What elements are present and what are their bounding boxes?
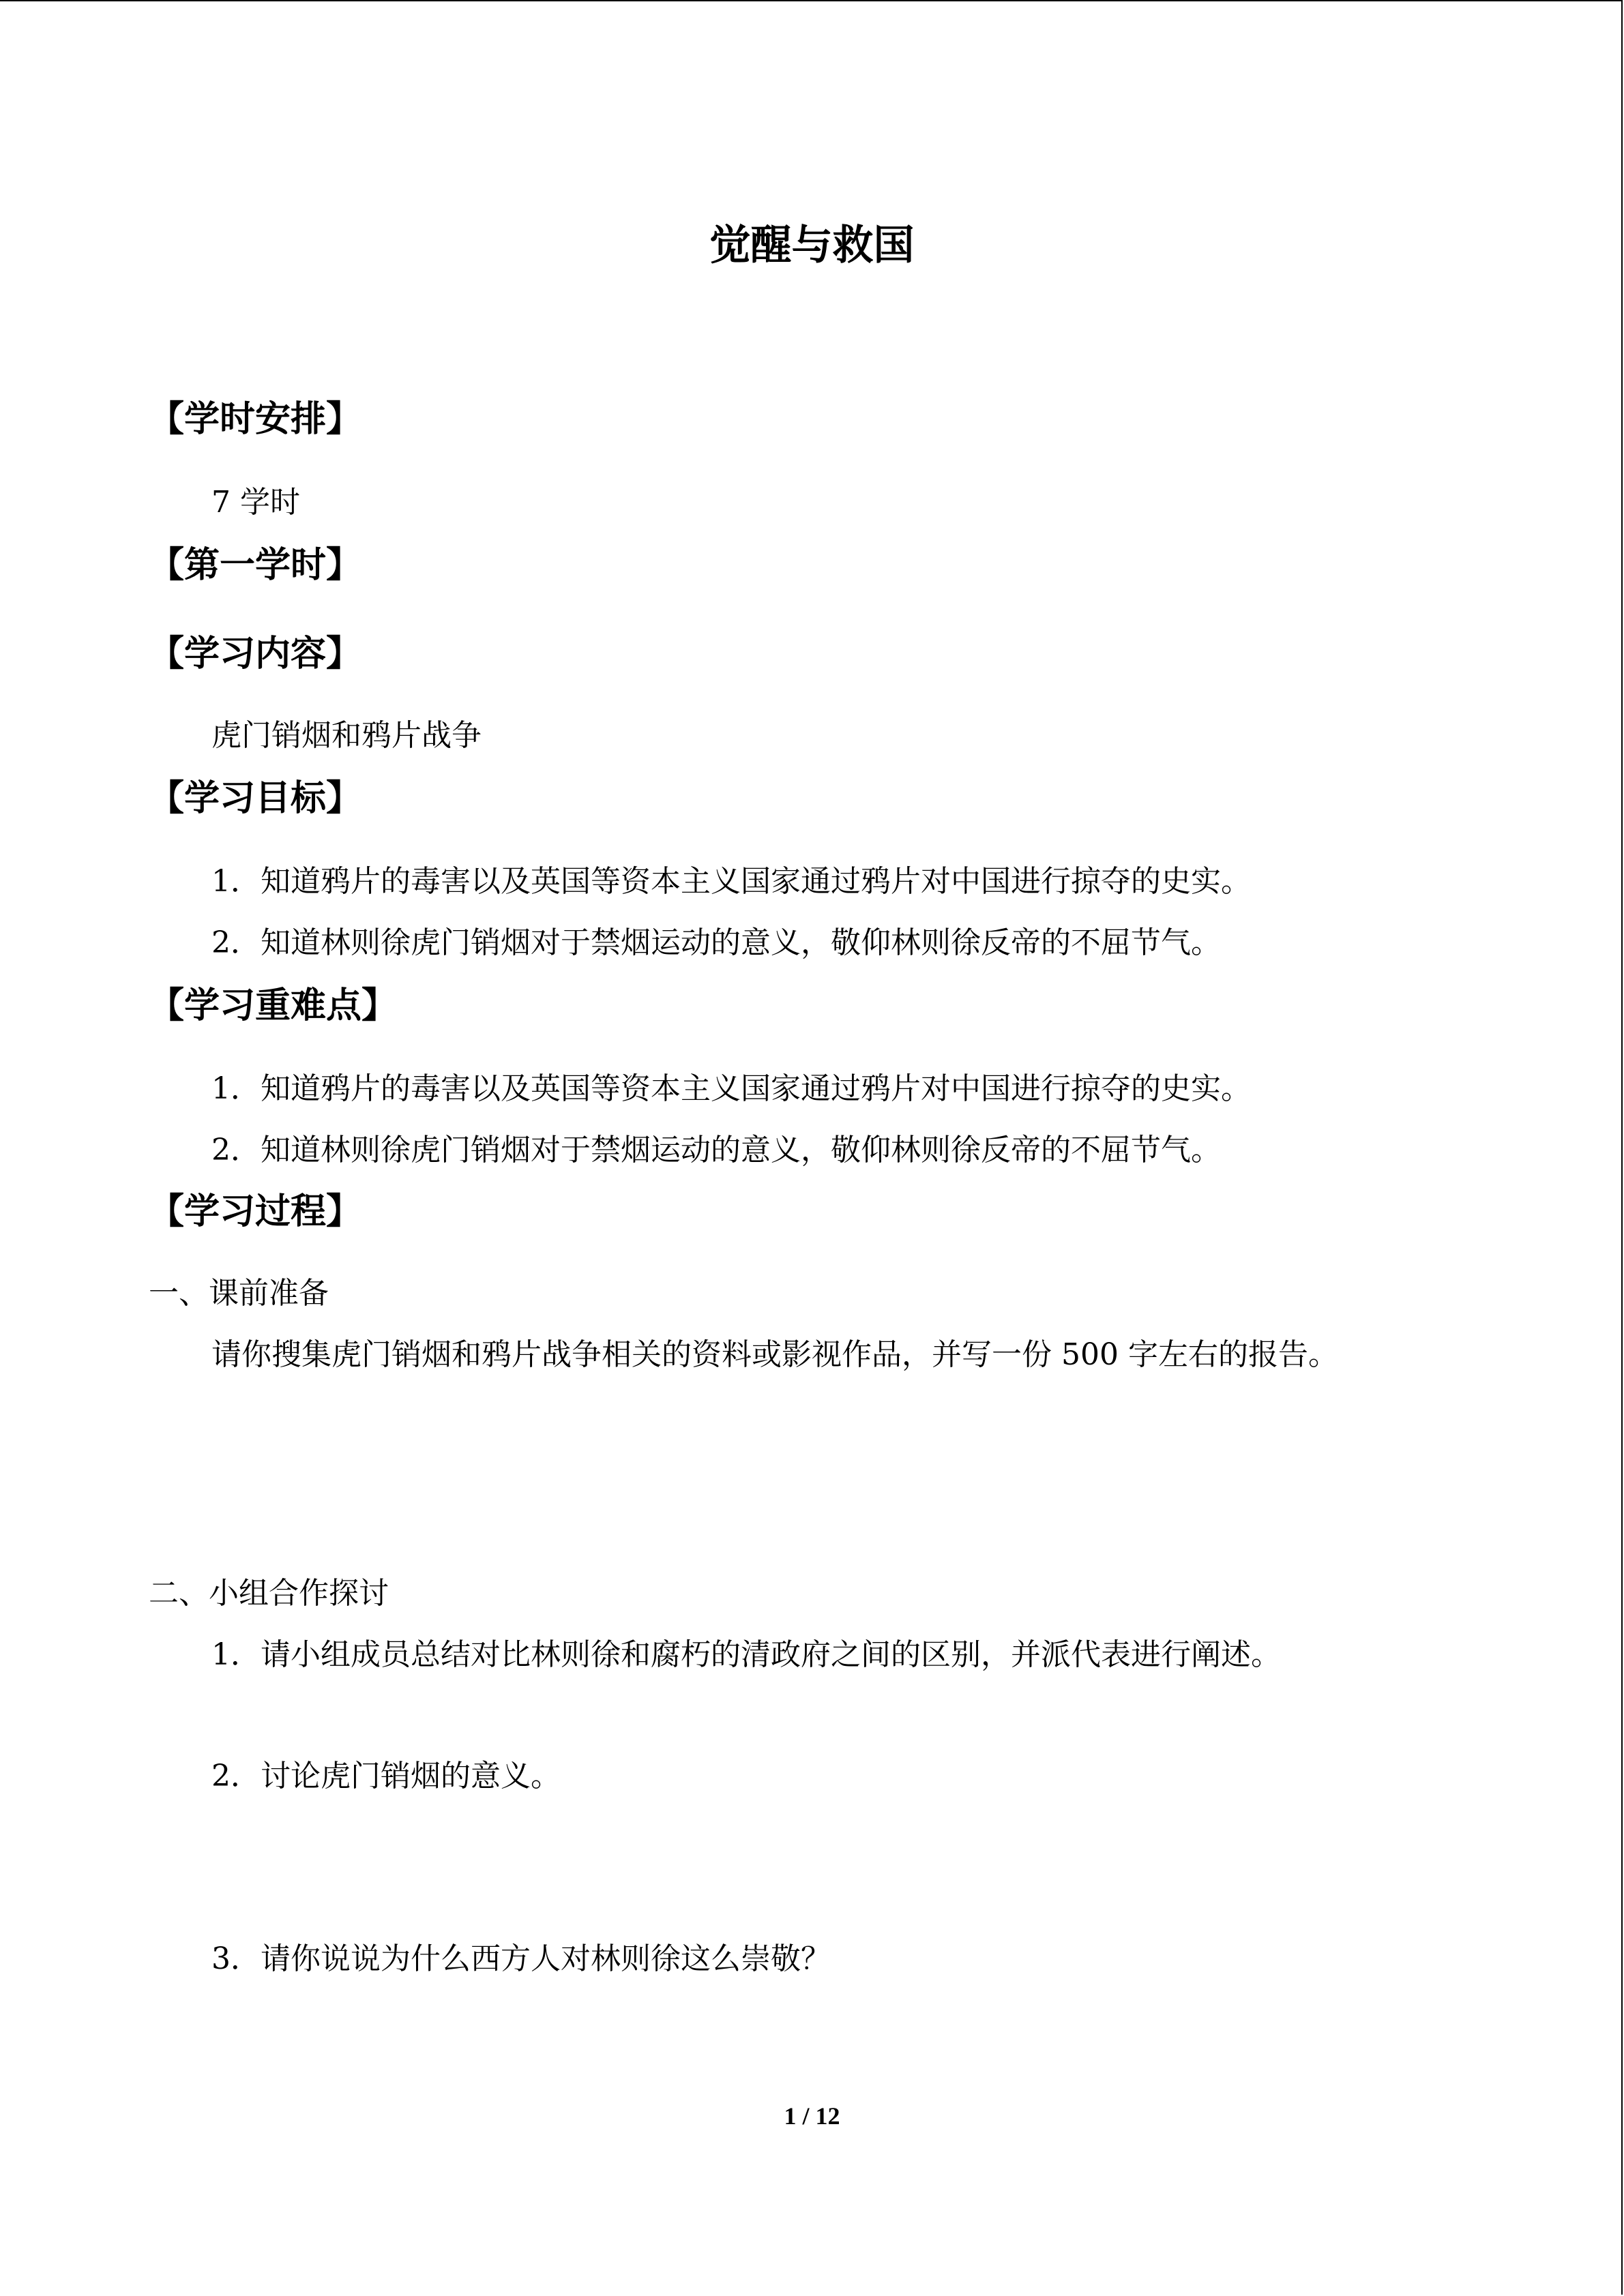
group-item-3: 3．请你说说为什么西方人对林则徐这么崇敬？ xyxy=(211,1941,831,1976)
key-point-item-1: 1．知道鸦片的毒害以及英国等资本主义国家通过鸦片对中国进行掠夺的史实。 xyxy=(211,1071,1251,1106)
prep-text: 请你搜集虎门销烟和鸦片战争相关的资料或影视作品，并写一份 500 字左右的报告。 xyxy=(211,1337,1338,1372)
heading-process: 【学习过程】 xyxy=(149,1191,362,1232)
schedule-text: 7 学时 xyxy=(211,485,300,520)
goal-item-1: 1．知道鸦片的毒害以及英国等资本主义国家通过鸦片对中国进行掠夺的史实。 xyxy=(211,864,1251,899)
prep-label: 一、课前准备 xyxy=(149,1276,329,1311)
heading-schedule: 【学时安排】 xyxy=(149,399,362,440)
heading-goals: 【学习目标】 xyxy=(149,778,362,819)
group-item-2: 2．讨论虎门销烟的意义。 xyxy=(211,1759,561,1793)
document-title: 觉醒与救国 xyxy=(709,222,915,269)
group-label: 二、小组合作探讨 xyxy=(149,1576,389,1611)
heading-key-points: 【学习重难点】 xyxy=(149,985,398,1026)
content-text: 虎门销烟和鸦片战争 xyxy=(211,718,482,753)
heading-lesson1: 【第一学时】 xyxy=(149,545,362,586)
page-number: 1 / 12 xyxy=(784,2102,840,2130)
key-point-item-2: 2．知道林则徐虎门销烟对于禁烟运动的意义，敬仰林则徐反帝的不屈节气。 xyxy=(211,1133,1221,1167)
group-item-1: 1．请小组成员总结对比林则徐和腐朽的清政府之间的区别，并派代表进行阐述。 xyxy=(211,1637,1281,1672)
goal-item-2: 2．知道林则徐虎门销烟对于禁烟运动的意义，敬仰林则徐反帝的不屈节气。 xyxy=(211,925,1221,960)
heading-content: 【学习内容】 xyxy=(149,633,362,674)
